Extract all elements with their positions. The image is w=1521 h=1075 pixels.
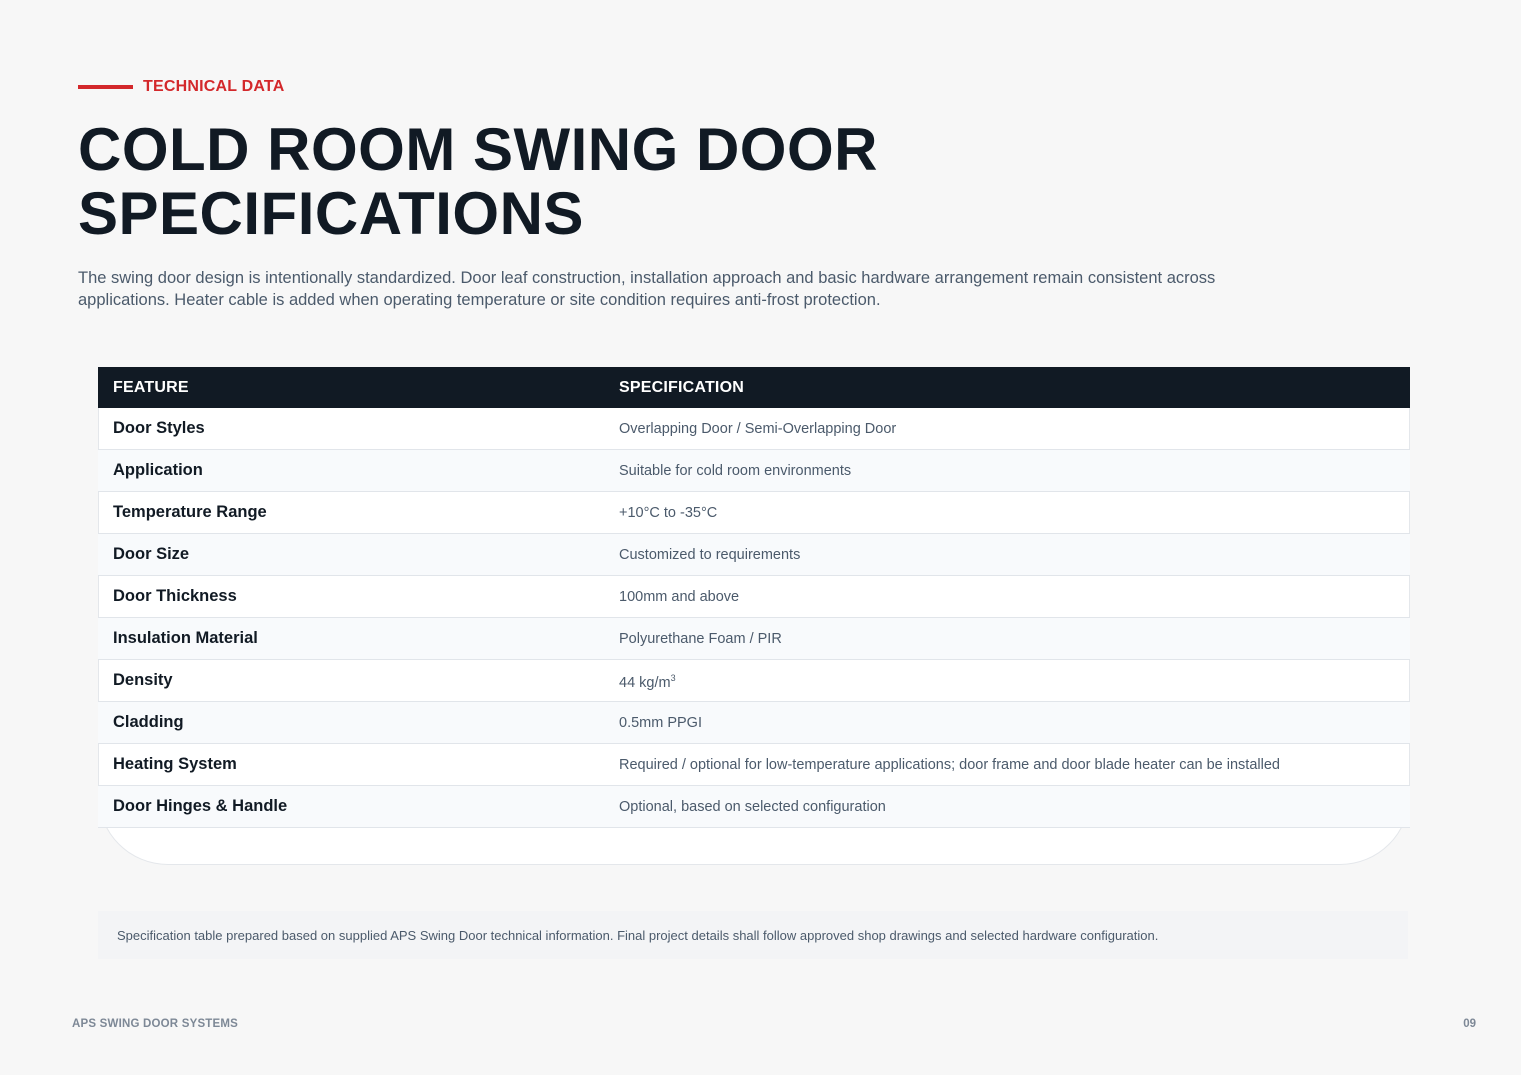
table-row [98,744,1410,786]
eyebrow-label: TECHNICAL DATA [143,78,285,95]
spec-cell: Required / optional for low-temperature applications; door frame and door blade heater can be installed [604,744,1410,786]
spec-cell: +10°C to -35°C [604,492,1410,534]
footer-brand: APS SWING DOOR SYSTEMS [72,1018,239,1030]
spec-cell: Customized to requirements [604,534,1410,576]
eyebrow-accent-rule [78,85,133,89]
table-header-row [98,367,1410,408]
spec-cell: 0.5mm PPGI [604,702,1410,744]
table-row [98,786,1410,828]
page-number: 09 [1463,1018,1476,1030]
table-row [98,702,1410,744]
feature-cell: Cladding [98,702,604,744]
section-eyebrow [78,78,284,96]
feature-cell: Insulation Material [98,618,604,660]
feature-cell: Door Thickness [98,576,604,618]
table-row [98,576,1410,618]
feature-cell: Temperature Range [98,492,604,534]
footnote-text: Specification table prepared based on supplied APS Swing Door technical information. Final project details shall follow approved shop drawings and selected hardware configuration. [117,927,1159,943]
specification-table [98,367,1410,828]
table-row [98,408,1410,450]
feature-cell: Density [98,660,604,702]
spec-cell [604,660,1410,702]
spec-cell: 100mm and above [604,576,1410,618]
page-title-line1: COLD ROOM SWING DOOR [78,116,878,183]
spec-cell: Suitable for cold room environments [604,450,1410,492]
feature-cell: Application [98,450,604,492]
intro-paragraph: The swing door design is intentionally standardized. Door leaf construction, installation approach and basic hardware arrangement remain consistent across applications. Heater cable is added when operating temperature or site condition requires anti-frost protection. [78,269,1216,309]
page-title [78,118,1078,246]
column-header-specification: SPECIFICATION [604,367,1410,408]
feature-cell: Door Styles [98,408,604,450]
spec-cell: Overlapping Door / Semi-Overlapping Door [604,408,1410,450]
feature-cell: Door Hinges & Handle [98,786,604,828]
page-title-line2: SPECIFICATIONS [78,180,584,247]
spec-density-exponent: 3 [670,673,676,684]
table-row [98,534,1410,576]
feature-cell: Door Size [98,534,604,576]
table-row [98,660,1410,702]
feature-cell: Heating System [98,744,604,786]
spec-cell: Optional, based on selected configuration [604,786,1410,828]
table-row [98,492,1410,534]
spec-cell: Polyurethane Foam / PIR [604,618,1410,660]
footnote-box [98,911,1408,959]
table-row [98,618,1410,660]
table-row [98,450,1410,492]
column-header-feature: FEATURE [98,367,604,408]
spec-density-value: 44 kg/m [619,674,671,691]
